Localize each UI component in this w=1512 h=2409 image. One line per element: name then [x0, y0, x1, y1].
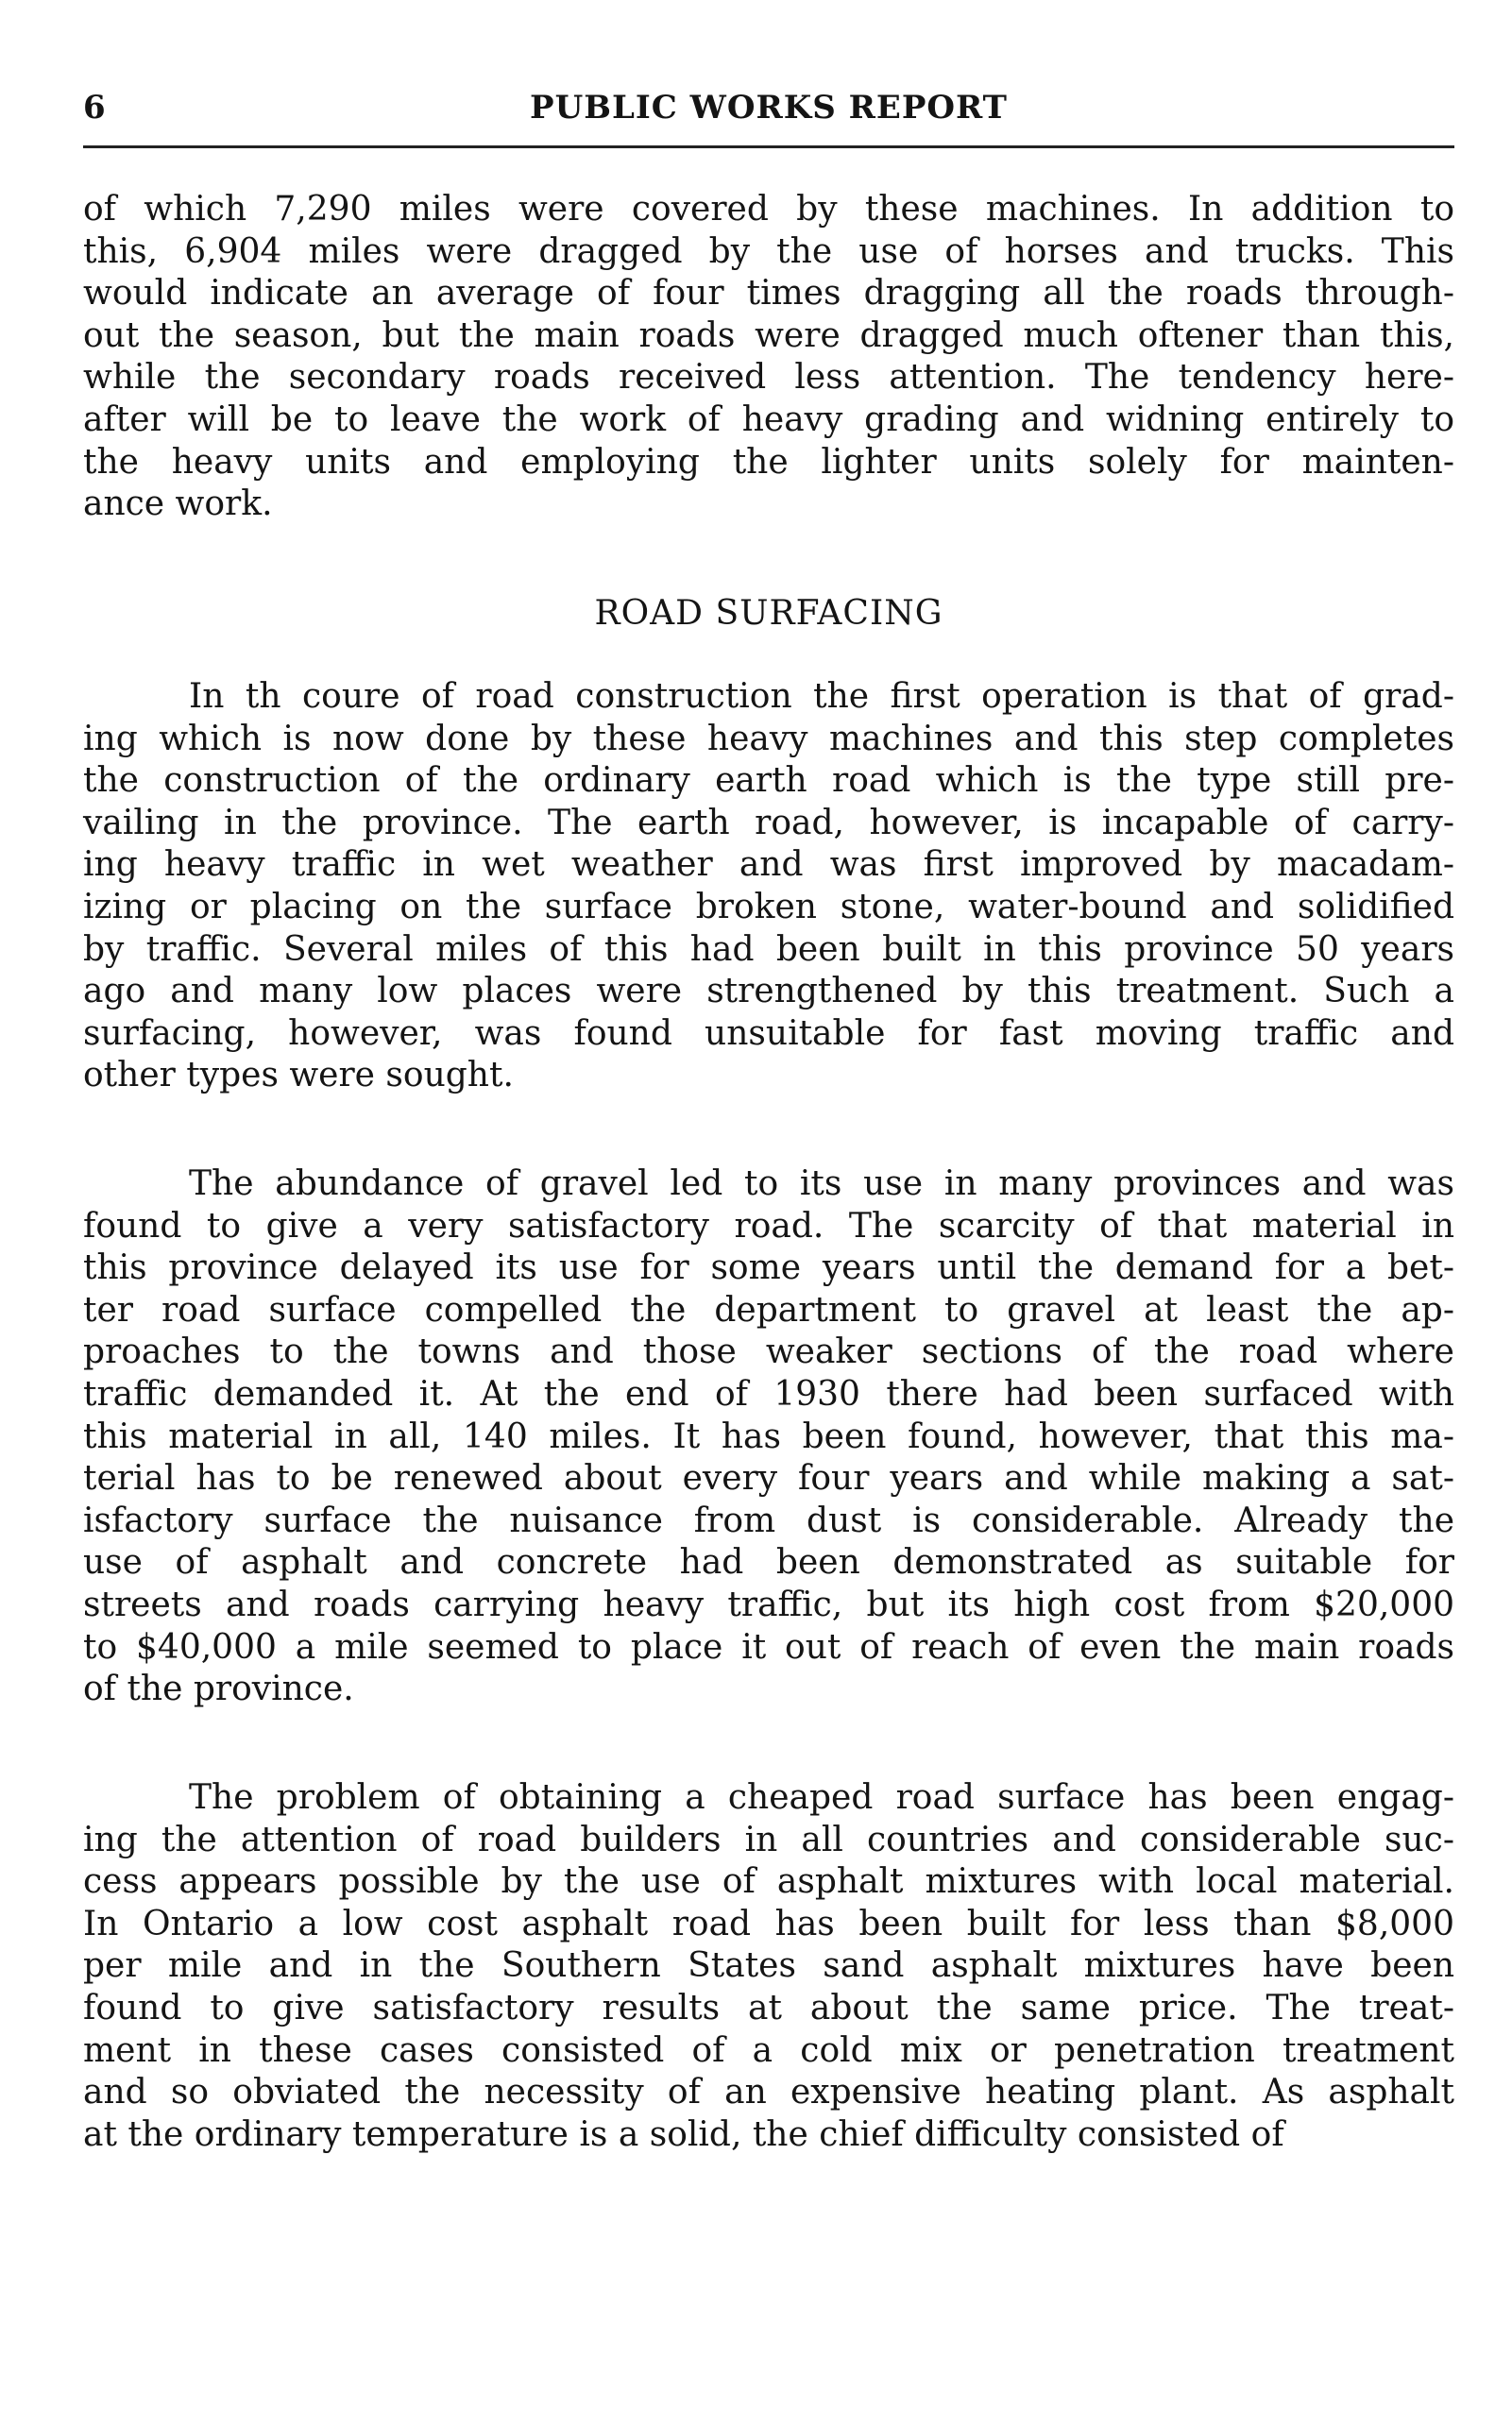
- text-line: ing heavy traffic in wet weather and was first improved by macadam-: [83, 845, 1454, 885]
- text-line: ago and many low places were strengthened by this treatment. Such a: [83, 972, 1454, 1011]
- text-line: of which 7,290 miles were covered by these machines. In addition to: [83, 190, 1454, 229]
- text-line: ment in these cases consisted of a cold mix or penetration treatment: [83, 2030, 1454, 2070]
- text-line: out the season, but the main roads were dragged much oftener than this,: [83, 315, 1454, 355]
- text-line: ter road surface compelled the department to gravel at least the ap-: [83, 1290, 1454, 1330]
- running-head-title: PUBLIC WORKS REPORT: [530, 89, 1008, 127]
- text-line: after will be to leave the work of heavy grading and widning entirely to: [83, 399, 1454, 439]
- text-line: found to give satisfactory results at about the same price. The treat-: [83, 1988, 1454, 2027]
- text-line: the construction of the ordinary earth road which is the type still pre-: [83, 761, 1454, 801]
- text-line: The problem of obtaining a cheaped road surface has been engag-: [189, 1778, 1454, 1817]
- text-line: by traffic. Several miles of this had been built in this province 50 years: [83, 929, 1454, 969]
- text-line: proaches to the towns and those weaker sections of the road where: [83, 1332, 1454, 1372]
- text-line: and so obviated the necessity of an expensive heating plant. As asphalt: [83, 2073, 1454, 2112]
- text-line: this province delayed its use for some years until the demand for a bet-: [83, 1248, 1454, 1288]
- text-line: to $40,000 a mile seemed to place it out of reach of even the main roads: [83, 1627, 1454, 1667]
- paragraph-2: [83, 676, 1454, 1097]
- paragraph-3: [83, 1163, 1454, 1711]
- text-line: cess appears possible by the use of asphalt mixtures with local material.: [83, 1862, 1454, 1902]
- text-line: streets and roads carrying heavy traffic, but its high cost from $20,000: [83, 1585, 1454, 1624]
- text-line: surfacing, however, was found unsuitable for fast moving traffic and: [83, 1013, 1454, 1053]
- text-line: ance work.: [83, 484, 273, 524]
- text-line: of the province.: [83, 1670, 354, 1709]
- text-line: other types were sought.: [83, 1056, 514, 1095]
- text-line: ing which is now done by these heavy machines and this step completes: [83, 719, 1454, 758]
- text-line: The abundance of gravel led to its use in many provinces and was: [189, 1164, 1454, 1203]
- section-heading: ROAD SURFACING: [594, 594, 943, 633]
- text-line: traffic demanded it. At the end of 1930 there had been surfaced with: [83, 1374, 1454, 1414]
- paragraph-4: [83, 1777, 1454, 2156]
- paragraph-1: [83, 189, 1454, 526]
- text-line: isfactory surface the nuisance from dust is considerable. Already the: [83, 1501, 1454, 1540]
- text-line: per mile and in the Southern States sand asphalt mixtures have been: [83, 1946, 1454, 1986]
- text-line: found to give a very satisfactory road. The scarcity of that material in: [83, 1206, 1454, 1246]
- text-line: while the secondary roads received less attention. The tendency here-: [83, 358, 1454, 398]
- text-line: would indicate an average of four times dragging all the roads through-: [83, 274, 1454, 314]
- page-number: 6: [83, 89, 106, 127]
- text-line: In th coure of road construction the first operation is that of grad-: [189, 677, 1454, 716]
- text-line: this material in all, 140 miles. It has been found, however, that this ma-: [83, 1417, 1454, 1456]
- text-line: ing the attention of road builders in all countries and considerable suc-: [83, 1820, 1454, 1859]
- running-head: [83, 85, 1454, 142]
- text-line: terial has to be renewed about every four years and while making a sat-: [83, 1459, 1454, 1499]
- text-line: vailing in the province. The earth road, however, is incapable of carry-: [83, 803, 1454, 842]
- text-line: this, 6,904 miles were dragged by the use of horses and trucks. This: [83, 231, 1454, 271]
- text-line: use of asphalt and concrete had been demonstrated as suitable for: [83, 1543, 1454, 1583]
- text-line: the heavy units and employing the lighter units solely for mainten-: [83, 442, 1454, 482]
- header-rule: [83, 145, 1454, 148]
- text-line: at the ordinary temperature is a solid, the chief difficulty consisted of: [83, 2114, 1284, 2154]
- text-line: In Ontario a low cost asphalt road has been built for less than $8,000: [83, 1904, 1454, 1943]
- text-line: izing or placing on the surface broken stone, water-bound and solidified: [83, 887, 1454, 926]
